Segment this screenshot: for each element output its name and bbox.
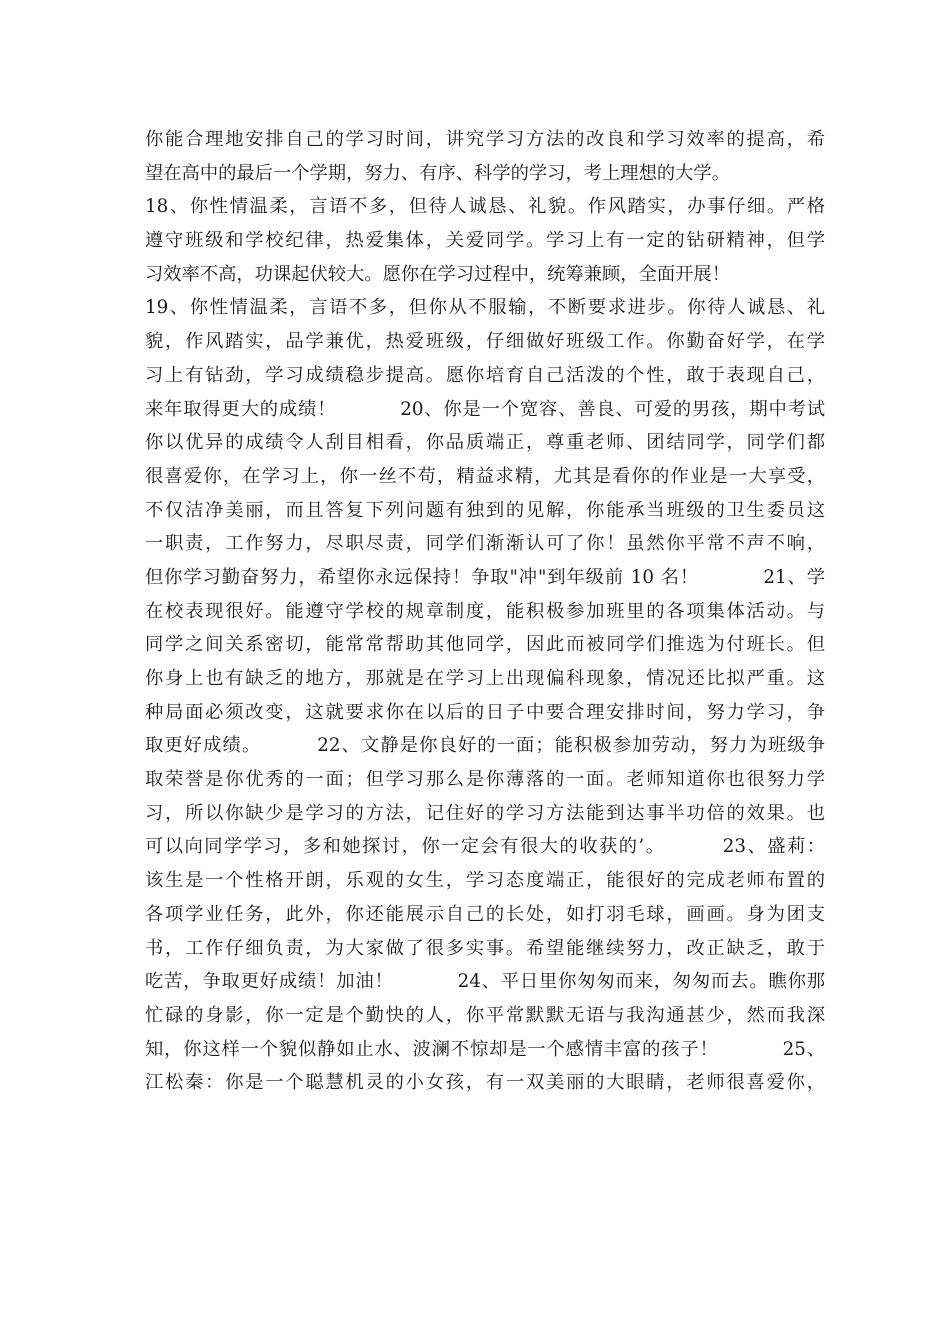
text-line: 望在高中的最后一个学期，努力、有序、科学的学习，考上理想的大学。	[145, 162, 730, 184]
text-line: 19、你性情温柔，言语不多，但你从不服输，不断要求进步。你待人诚恳、礼	[145, 297, 825, 319]
text-line: 来年取得更大的成绩！ 20、你是一个宽容、善良、可爱的男孩，期中考试	[145, 398, 825, 420]
text-line: 同学之间关系密切，能常常帮助其他同学，因此而被同学们推选为付班长。但	[145, 634, 825, 656]
text-line: 但你学习勤奋努力，希望你永远保持！争取"冲"到年级前 10 名！ 21、学	[145, 566, 825, 588]
text-line: 习上有钻劲，学习成绩稳步提高。愿你培育自己活泼的个性，敢于表现自己，	[145, 364, 825, 386]
text-line: 书，工作仔细负责，为大家做了很多实事。希望能继续努力，改正缺乏，敢于	[145, 937, 825, 959]
text-line: 知，你这样一个貌似静如止水、波澜不惊却是一个感情丰富的孩子！ 25、	[145, 1038, 825, 1060]
document-body	[145, 123, 825, 1100]
text-line: 吃苦，争取更好成绩！加油！ 24、平日里你匆匆而来，匆匆而去。瞧你那	[145, 971, 825, 993]
text-line: 一职责，工作努力，尽职尽责，同学们渐渐认可了你！虽然你平常不声不响，	[145, 533, 825, 555]
text-line: 很喜爱你，在学习上，你一丝不苟，精益求精，尤其是看你的作业是一大享受，	[145, 465, 825, 487]
text-line: 习效率不高，功课起伏较大。愿你在学习过程中，统筹兼顾，全面开展！	[145, 263, 730, 285]
text-line: 习，所以你缺少是学习的方法，记住好的学习方法能到达事半功倍的效果。也	[145, 802, 825, 824]
text-line: 貌，作风踏实，品学兼优，热爱班级，仔细做好班级工作。你勤奋好学，在学	[145, 331, 825, 353]
text-line: 该生是一个性格开朗，乐观的女生，学习态度端正，能很好的完成老师布置的	[145, 870, 825, 892]
text-line: 取荣誉是你优秀的一面；但学习那么是你薄落的一面。老师知道你也很努力学	[145, 769, 825, 791]
text-line: 取更好成绩。 22、文静是你良好的一面；能积极参加劳动，努力为班级争	[145, 735, 825, 757]
text-line: 忙碌的身影，你一定是个勤快的人，你平常默默无语与我沟通甚少，然而我深	[145, 1004, 825, 1026]
text-line: 你以优异的成绩令人刮目相看，你品质端正，尊重老师、团结同学，同学们都	[145, 432, 825, 454]
text-line: 你身上也有缺乏的地方，那就是在学习上出现偏科现象，情况还比拟严重。这	[145, 668, 825, 689]
text-line: 18、你性情温柔，言语不多，但待人诚恳、礼貌。作风踏实，办事仔细。严格	[145, 196, 825, 218]
text-line: 遵守班级和学校纪律，热爱集体，关爱同学。学习上有一定的钻研精神，但学	[145, 230, 825, 252]
text-line: 各项学业任务，此外，你还能展示自己的长处，如打羽毛球，画画。身为团支	[145, 903, 825, 925]
text-line: 你能合理地安排自己的学习时间，讲究学习方法的改良和学习效率的提高，希	[145, 129, 825, 150]
text-line: 可以向同学学习，多和她探讨，你一定会有很大的收获的’。 23、盛莉：	[145, 836, 825, 858]
text-line: 江松秦：你是一个聪慧机灵的小女孩，有一双美丽的大眼睛，老师很喜爱你，	[145, 1072, 825, 1094]
text-line: 在校表现很好。能遵守学校的规章制度，能积极参加班里的各项集体活动。与	[145, 600, 825, 622]
text-line: 种局面必须改变，这就要求你在以后的日子中要合理安排时间，努力学习，争	[145, 701, 825, 723]
text-line: 不仅洁净美丽，而且答复下列问题有独到的见解，你能承当班级的卫生委员这	[145, 499, 825, 521]
